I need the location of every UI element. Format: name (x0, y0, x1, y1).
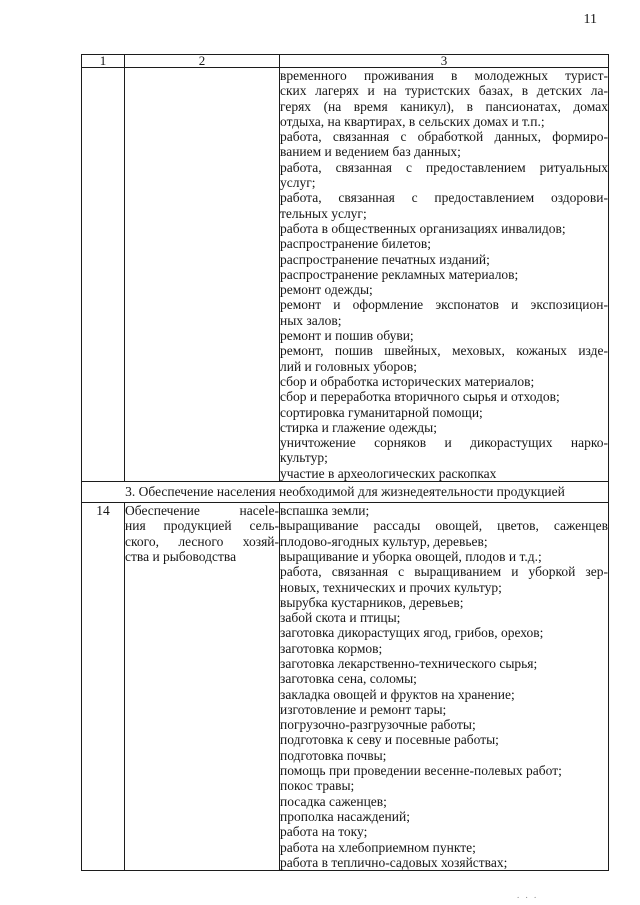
activity-line: помощь при проведении весенне-полевых работ; (280, 763, 562, 779)
activity-line: тельных услуг; (280, 205, 367, 221)
row-14-name-line: ния продукцией сель- (125, 518, 279, 534)
activity-line: временного проживания в молодежных турист- (280, 68, 608, 83)
activity-line: работа в общественных организациях инвалидов; (280, 220, 566, 236)
activity-line: выращивание рассады овощей, цветов, саженцев (280, 518, 608, 534)
activity-line: сбор и обработка исторических материалов; (280, 373, 535, 389)
activity-line: услуг; (280, 175, 316, 191)
activity-line: плодово-ягодных культур, деревьев; (280, 533, 488, 549)
activity-line: распространение рекламных материалов; (280, 266, 519, 282)
row-14-number: 14 (82, 503, 125, 871)
activity-line: изготовление и ремонт тары; (280, 701, 447, 717)
activity-line: ванием и ведением баз данных; (280, 144, 461, 160)
activity-line: культур; (280, 450, 328, 466)
activity-line: заготовка дикорастущих ягод, грибов, орехов; (280, 625, 544, 641)
row-14-name-line: ского, лесного хозяй- (125, 533, 279, 549)
continued-row-number-cell (82, 68, 125, 482)
activity-line: погрузочно-разгрузочные работы; (280, 717, 476, 733)
activity-line: ремонт и пошив обуви; (280, 328, 414, 344)
activity-line: заготовка кормов; (280, 640, 383, 656)
row-14-name-line: Обеспечение насele- (125, 503, 279, 519)
activity-line: подготовка к севу и посевные работы; (280, 732, 499, 748)
activity-line: ремонт и оформление экспонатов и экспозицион- (280, 297, 608, 313)
activity-line: ремонт, пошив швейных, меховых, кожаных изде- (280, 343, 608, 359)
header-col-1: 1 (82, 55, 125, 68)
activity-line: заготовка сена, соломы; (280, 671, 417, 687)
activity-line: вырубка кустарников, деревьев; (280, 594, 464, 610)
activities-table (81, 54, 609, 871)
activity-line: прополка насаждений; (280, 808, 410, 824)
activity-line: работа, связанная с обработкой данных, формиро- (280, 129, 608, 145)
activity-line: посадка саженцев; (280, 793, 387, 809)
activity-line: покос травы; (280, 778, 355, 794)
continued-row-name-cell (125, 68, 280, 482)
activity-line: ных залов; (280, 312, 342, 328)
header-col-3: 3 (280, 55, 609, 68)
activity-line: ремонт одежды; (280, 282, 373, 298)
row-14-name-cell (125, 503, 280, 871)
scan-speck: . . . (517, 890, 539, 900)
activity-line: уничтожение сорняков и дикорастущих нарко- (280, 435, 608, 451)
activity-line: сбор и переработка вторичного сырья и отходов; (280, 389, 560, 405)
activity-line: работа в теплично-садовых хозяйствах; (280, 854, 508, 870)
activity-line: распространение билетов; (280, 236, 432, 252)
activity-line: закладка овощей и фруктов на хранение; (280, 686, 515, 702)
activity-line: отдыха, на квартирах, в сельских домах и т.п.; (280, 113, 545, 129)
activity-line: сортировка гуманитарной помощи; (280, 404, 483, 420)
activity-line: работа на хлебоприемном пункте; (280, 839, 476, 855)
activity-line: лий и головных уборов; (280, 358, 418, 374)
section-title: 3. Обеспечение населения необходимой для жизнедеятельности продукцией (82, 482, 609, 503)
activity-line: стирка и глажение одежды; (280, 419, 437, 435)
activity-line: ских лагерях и на туристских базах, в детских ла- (280, 83, 608, 99)
row-14 (82, 503, 609, 871)
activity-line: работа, связанная с предоставлением ритуальных (280, 159, 608, 175)
row-14-activities-cell (280, 503, 609, 871)
activity-line: новых, технических и прочих культур; (280, 579, 502, 595)
page-number: 11 (583, 12, 597, 27)
activity-line: работа на току; (280, 824, 368, 840)
activity-line: работа, связанная с предоставлением оздорови- (280, 190, 608, 206)
section-row (82, 482, 609, 503)
activity-line: работа, связанная с выращиванием и уборкой зер- (280, 564, 608, 580)
activity-line: выращивание и уборка овощей, плодов и т.д.; (280, 548, 542, 564)
activity-line: вспашка земли; (280, 503, 370, 519)
activity-line: герях (на время каникул), в пансионатах, домах (280, 98, 608, 114)
activity-line: забой скота и птицы; (280, 610, 401, 626)
header-col-2: 2 (125, 55, 280, 68)
table-header-row (82, 55, 609, 68)
continued-row-activities-cell (280, 68, 609, 482)
row-14-name-line: ства и рыбоводства (125, 548, 237, 564)
activity-line: распространение печатных изданий; (280, 251, 490, 267)
activity-line: участие в археологических раскопках (280, 465, 497, 481)
continued-row (82, 68, 609, 482)
activity-line: подготовка почвы; (280, 747, 387, 763)
activity-line: заготовка лекарственно-технического сырья; (280, 655, 538, 671)
